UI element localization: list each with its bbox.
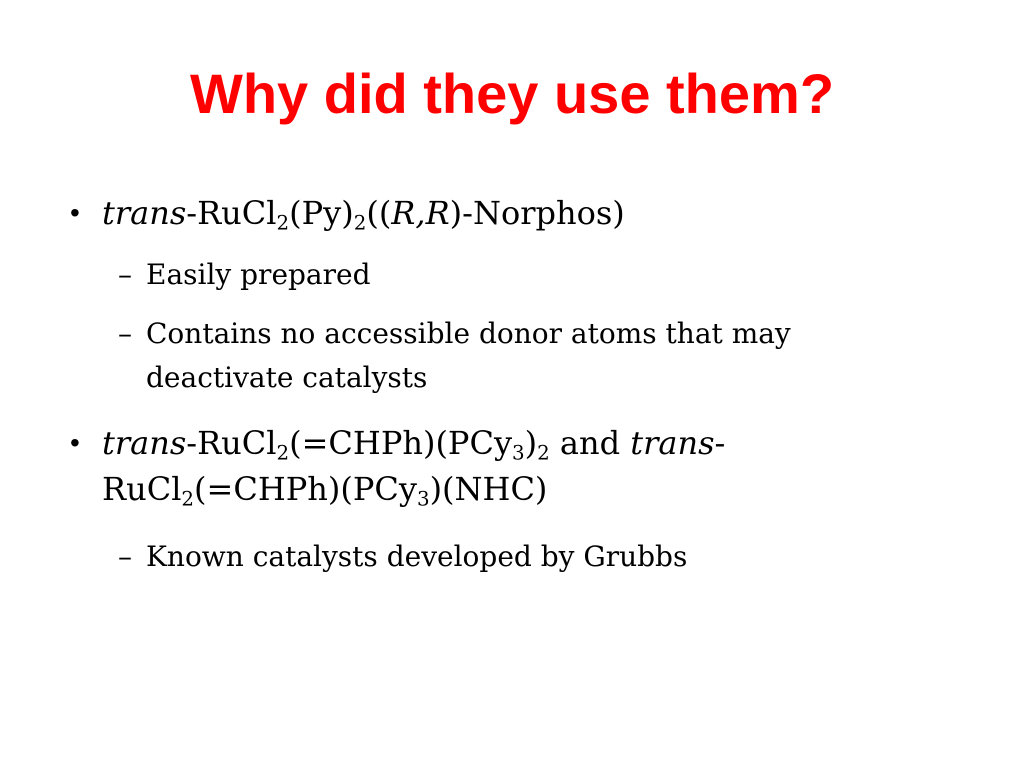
italic-comma: , <box>415 194 426 232</box>
formula-part: (=CHPh)(PCy <box>194 470 417 508</box>
formula-part: (( <box>366 194 392 232</box>
sub-item-text-line1: Contains no accessible donor atoms that may <box>146 317 791 350</box>
subscript: 2 <box>276 441 290 465</box>
italic-trans: trans <box>102 424 187 462</box>
dash-icon: – <box>118 317 132 350</box>
formula-part: ) <box>524 424 538 462</box>
formula-part: - <box>714 424 726 462</box>
italic-trans: trans <box>630 424 715 462</box>
subscript: 2 <box>181 487 195 511</box>
bullet-icon: • <box>70 427 80 458</box>
formula-part: (=CHPh)(PCy <box>289 424 513 462</box>
italic-r: R <box>425 194 450 232</box>
dash-icon: – <box>118 540 132 573</box>
sub-item-text: Known catalysts developed by Grubbs <box>146 540 688 573</box>
subscript: 2 <box>537 441 550 465</box>
formula-part: (Py) <box>289 194 354 232</box>
formula-part: RuCl <box>102 470 182 508</box>
formula-part: and <box>549 424 631 462</box>
bullet-text-1 <box>102 190 922 236</box>
subscript: 3 <box>512 441 525 465</box>
subscript: 2 <box>353 211 367 235</box>
sub-item-text-line2: deactivate catalysts <box>146 361 428 394</box>
sub-item-text: Easily prepared <box>146 258 371 291</box>
formula-part: -RuCl <box>186 424 277 462</box>
bullet-icon: • <box>70 197 80 228</box>
sub-item-text <box>146 312 946 400</box>
subscript: 3 <box>416 487 430 511</box>
formula-part: -RuCl <box>186 194 277 232</box>
formula-part: )-Norphos) <box>449 194 625 232</box>
italic-r: R <box>391 194 416 232</box>
dash-icon: – <box>118 258 132 291</box>
slide-title: Why did they use them? <box>189 62 835 125</box>
subscript: 2 <box>276 211 290 235</box>
italic-trans: trans <box>102 194 187 232</box>
bullet-text-2 <box>102 420 922 512</box>
formula-part: )(NHC) <box>429 470 548 508</box>
